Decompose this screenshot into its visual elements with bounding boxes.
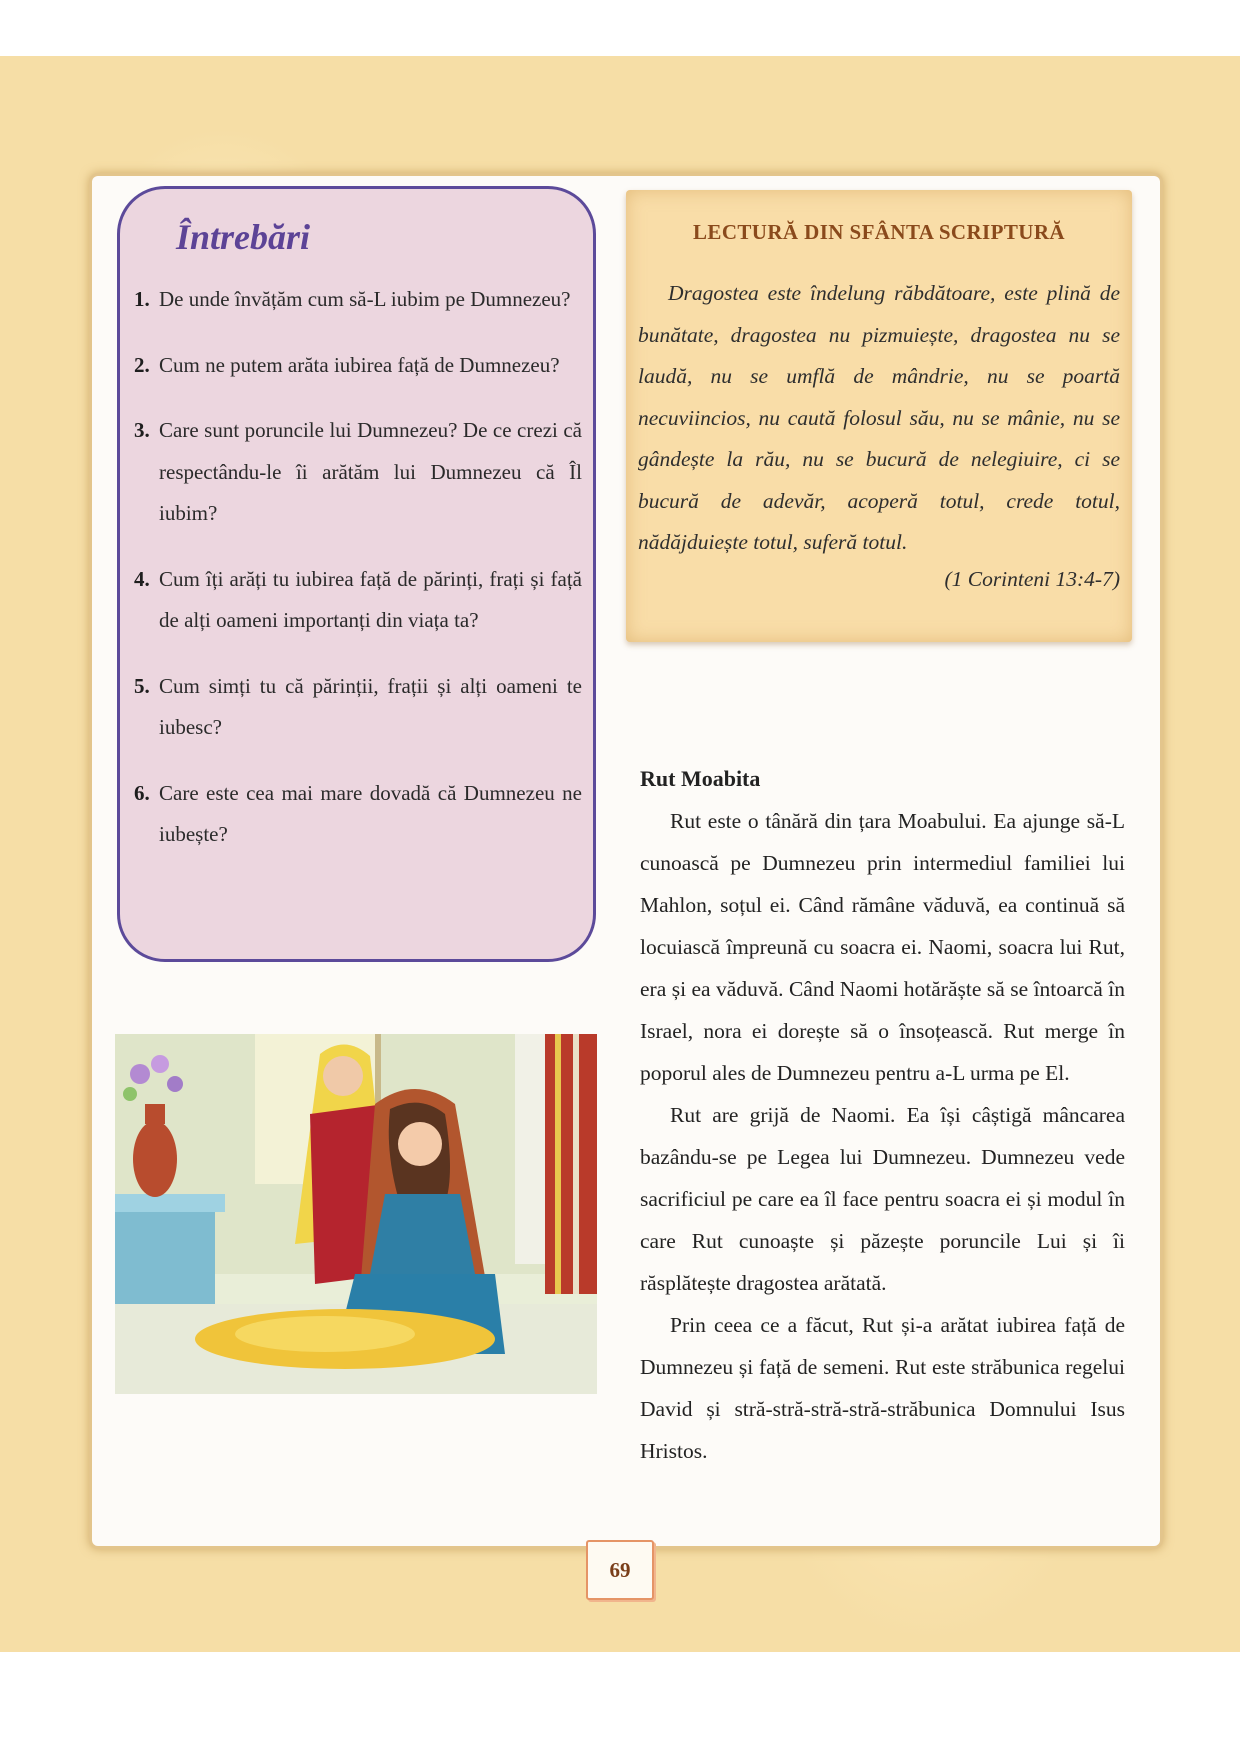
scripture-reading-box <box>626 190 1132 642</box>
story-paragraph: Rut este o tânără din țara Moabului. Ea ajunge să-L cunoască pe Dumnezeu prin intermediul familiei lui Mahlon, soțul ei. Când rămâne văduvă, ea continuă să locuiască împreună cu soacra ei. Naomi, soacra lui Rut, era și ea văduvă. Când Naomi hotărăște să se întoarcă în Israel, nora ei dorește să o însoțească. Rut merge în poporul ales de Dumnezeu pentru a-L urma pe El. <box>640 809 1125 1085</box>
question-number: 3. <box>134 418 150 442</box>
ruth-naomi-illustration <box>115 1034 597 1394</box>
question-number: 6. <box>134 780 150 805</box>
question-text: Cum îți arăți tu iubirea față de părinți, frați și față de alți oameni importanți din viața ta? <box>159 566 582 632</box>
question-text: De unde învățăm cum să-L iubim pe Dumnezeu? <box>159 287 571 311</box>
question-number: 5. <box>134 673 150 698</box>
question-text: Care este cea mai mare dovadă că Dumnezeu ne iubește? <box>159 780 582 846</box>
question-number: 1. <box>134 287 150 311</box>
questions-box <box>117 186 596 962</box>
question-text: Cum ne putem arăta iubirea față de Dumnezeu? <box>159 352 560 377</box>
story-paragraph: Rut are grijă de Naomi. Ea își câștigă mâncarea bazându-se pe Legea lui Dumnezeu. Dumnezeu vede sacrificiul pe care ea îl face pentru soacra ei și modul în care Rut cunoaște și păzește poruncile Lui și îi răsplătește dragostea arătată. <box>640 1103 1125 1295</box>
illustration-image <box>115 1034 597 1394</box>
question-item <box>134 773 582 856</box>
question-item <box>134 410 582 535</box>
reading-reference: (1 Corinteni 13:4-7) <box>944 566 1120 591</box>
question-text: Cum simți tu că părinții, frații și alți oameni te iubesc? <box>159 673 582 739</box>
reading-text: Dragostea este îndelung răbdătoare, este plină de bunătate, dragostea nu pizmuiește, dragostea nu se laudă, nu se umflă de mândrie, nu se poartă necuviincios, nu caută folosul său, nu se mânie, nu se gândește la rău, nu se bucură de nelegiuire, ci se bucură de adevăr, acoperă totul, crede totul, nădăjduiește totul, suferă totul. <box>638 281 1120 554</box>
question-number: 4. <box>134 566 150 591</box>
story-title: Rut Moabita <box>640 766 761 791</box>
story-section <box>640 758 1125 1472</box>
question-number: 2. <box>134 352 150 377</box>
question-item <box>134 666 582 749</box>
page-number: 69 <box>586 1540 654 1600</box>
questions-title: Întrebări <box>176 217 311 257</box>
story-paragraph: Prin ceea ce a făcut, Rut și-a arătat iubirea față de Dumnezeu și față de semeni. Rut este străbunica regelui David și stră-stră-stră-stră-străbunica Domnului Isus Hristos. <box>640 1313 1125 1463</box>
reading-title: LECTURĂ DIN SFÂNTA SCRIPTURĂ <box>693 220 1065 244</box>
question-item <box>134 279 582 321</box>
question-item <box>134 559 582 642</box>
question-item <box>134 345 582 387</box>
question-text: Care sunt poruncile lui Dumnezeu? De ce crezi că respectându-le îi arătăm lui Dumnezeu că Îl iubim? <box>159 418 582 525</box>
